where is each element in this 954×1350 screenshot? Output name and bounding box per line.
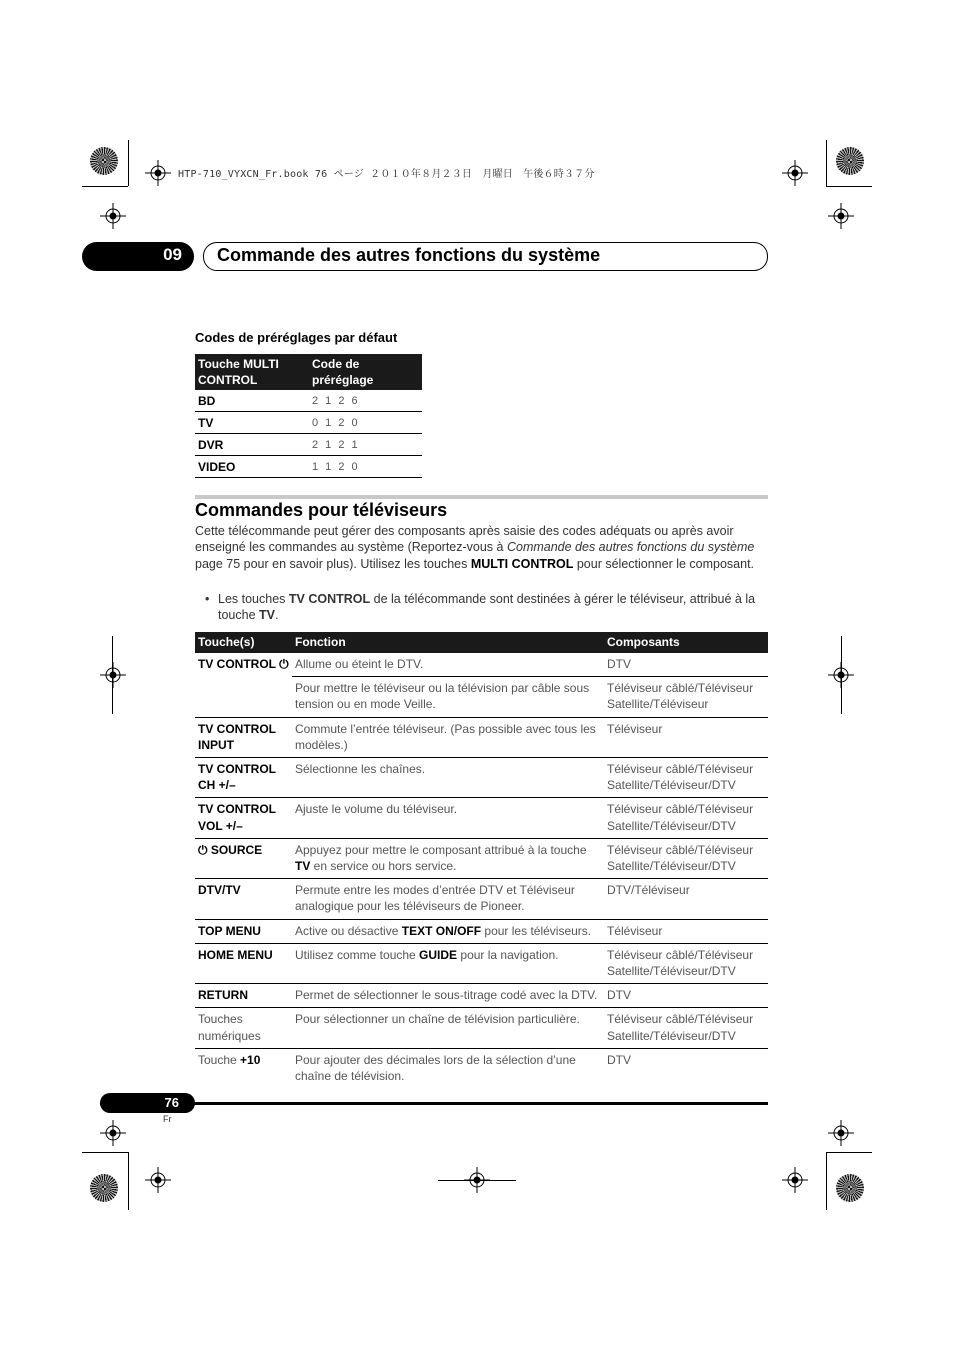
component-cell: Téléviseur câblé/Téléviseur Satellite/Téléviseur [604, 677, 768, 717]
component-cell: DTV [604, 984, 768, 1008]
key-cell: TV CONTROL ⏻ [198, 657, 289, 671]
table-row [195, 758, 768, 798]
table-row [195, 653, 768, 677]
component-cell: DTV/Téléviseur [604, 879, 768, 919]
text-run: Appuyez pour mettre le composant attribué à la touche [295, 842, 587, 857]
registration-rosette-icon [836, 147, 864, 175]
function-cell: Pour sélectionner un chaîne de télévision particulière. [292, 1008, 604, 1048]
table-row [195, 1008, 768, 1048]
function-cell: Allume ou éteint le DTV. [292, 653, 604, 677]
registration-crosshair-icon [782, 1167, 808, 1193]
page-number-badge [100, 1093, 195, 1113]
cross-reference: Commande des autres fonctions du système [506, 540, 755, 555]
table-row [195, 1048, 768, 1088]
crop-mark [82, 186, 128, 187]
preset-key: VIDEO [195, 456, 309, 478]
registration-rosette-icon [90, 1174, 118, 1202]
key-cell: TV CONTROL VOL +/– [195, 798, 292, 838]
key-cell: Touches numériques [195, 1008, 292, 1048]
key-cell: TOP MENU [195, 919, 292, 943]
registration-crosshair-icon [828, 1120, 854, 1146]
function-cell [292, 838, 604, 878]
column-header: Touche MULTI CONTROL [195, 354, 309, 390]
preset-code: 1 1 2 0 [309, 456, 422, 478]
preset-code: 2 1 2 6 [309, 390, 422, 412]
table-row [195, 390, 422, 412]
function-cell: Pour ajouter des décimales lors de la sélection d’une chaîne de télévision. [295, 1052, 576, 1084]
presets-table [195, 354, 422, 478]
function-cell: Sélectionne les chaînes. [292, 758, 604, 798]
key-name: TV [295, 859, 311, 874]
key-cell: DTV/TV [195, 879, 292, 919]
component-cell: Téléviseur câblé/Téléviseur Satellite/Téléviseur/DTV [604, 838, 768, 878]
crop-mark [841, 636, 842, 714]
section-title: Commandes pour téléviseurs [195, 500, 448, 520]
table-row [195, 456, 422, 478]
preset-key: BD [195, 390, 309, 412]
column-header: Code de préréglage [309, 354, 422, 390]
chapter-title: Commande des autres fonctions du système [217, 245, 601, 265]
key-name: GUIDE [419, 947, 458, 962]
table-row [195, 838, 768, 878]
key-cell: HOME MENU [195, 943, 292, 983]
footer-rule [100, 1102, 768, 1105]
component-cell: Téléviseur câblé/Téléviseur Satellite/Téléviseur/DTV [604, 758, 768, 798]
crop-mark [128, 140, 129, 186]
key-cell [195, 1048, 292, 1088]
component-cell: Téléviseur [604, 919, 768, 943]
bullet-icon: • [205, 592, 210, 606]
table-row [195, 412, 422, 434]
registration-crosshair-icon [828, 203, 854, 229]
preset-code: 2 1 2 1 [309, 434, 422, 456]
key-cell: ⏻ SOURCE [195, 838, 292, 878]
function-cell [292, 943, 604, 983]
text-run: Cette télécommande peut gérer des composants après saisie des codes adéquats ou après avoir enseigné les commandes au système (Reportez-vous à [195, 524, 734, 555]
text-run: Active ou désactive [295, 923, 402, 938]
key-cell: TV CONTROL CH +/– [195, 758, 292, 798]
text-run: Les touches [218, 592, 289, 606]
registration-rosette-icon [836, 1174, 864, 1202]
column-header: Composants [604, 632, 768, 653]
component-cell: Téléviseur câblé/Téléviseur Satellite/Téléviseur/DTV [604, 1008, 768, 1048]
text-run: pour la navigation. [457, 947, 559, 962]
language-code: Fr [163, 1114, 172, 1124]
print-header: HTP-710_VYXCN_Fr.book 76 ページ ２０１０年８月２３日 月曜日 午後６時３７分 [178, 169, 595, 180]
table-header-row [195, 354, 422, 390]
crop-mark [826, 1152, 827, 1210]
key-name: TV CONTROL [288, 592, 371, 606]
table-header-row [195, 632, 768, 653]
key-name: +10 [240, 1052, 261, 1067]
key-name: TV [259, 608, 275, 623]
commands-table [195, 632, 768, 1088]
preset-code: 0 1 2 0 [309, 412, 422, 434]
key-name: MULTI CONTROL [470, 556, 574, 571]
component-cell: Téléviseur câblé/Téléviseur Satellite/Téléviseur/DTV [604, 943, 768, 983]
preset-key: TV [195, 412, 309, 434]
registration-crosshair-icon [145, 160, 171, 186]
registration-rosette-icon [90, 147, 118, 175]
crop-mark [128, 1152, 129, 1210]
bullet-item [205, 591, 769, 624]
function-cell: Ajuste le volume du téléviseur. [292, 798, 604, 838]
registration-crosshair-icon [100, 203, 126, 229]
function-cell: Commute l’entrée téléviseur. (Pas possible avec tous les modèles.) [292, 717, 604, 757]
component-cell: Téléviseur [604, 717, 768, 757]
text-run: page 75 pour en savoir plus). Utilisez les touches [195, 556, 471, 571]
component-cell: DTV [604, 653, 768, 677]
crop-mark [438, 1180, 516, 1181]
text-run: . [275, 608, 279, 623]
text-run: de la télécommande sont destinées à gérer le téléviseur, attribué à la touche [218, 592, 756, 623]
crop-mark [112, 636, 113, 714]
presets-title: Codes de préréglages par défaut [195, 330, 398, 345]
function-cell: Pour mettre le téléviseur ou la télévision par câble sous tension ou en mode Veille. [292, 677, 604, 717]
chapter-number: 09 [163, 245, 182, 264]
key-name: TEXT ON/OFF [401, 923, 482, 938]
text-run: en service ou hors service. [310, 859, 457, 874]
component-cell: DTV [607, 1052, 631, 1067]
crop-mark [826, 186, 872, 187]
intro-paragraph [195, 523, 769, 572]
table-row [195, 879, 768, 919]
table-row [195, 717, 768, 757]
column-header: Fonction [292, 632, 604, 653]
table-row [195, 943, 768, 983]
registration-crosshair-icon [782, 160, 808, 186]
chapter-number-badge [82, 242, 194, 271]
function-cell [292, 919, 604, 943]
crop-mark [82, 1152, 128, 1153]
registration-crosshair-icon [100, 1120, 126, 1146]
column-header: Touche(s) [195, 632, 292, 653]
function-cell: Permute entre les modes d’entrée DTV et Téléviseur analogique pour les téléviseurs de Pioneer. [292, 879, 604, 919]
chapter-title-box [203, 242, 768, 271]
key-cell: RETURN [195, 984, 292, 1008]
text-run: pour les téléviseurs. [481, 923, 592, 938]
text-run: pour sélectionner le composant. [573, 556, 755, 571]
text-run: Utilisez comme touche [295, 947, 420, 962]
crop-mark [826, 140, 827, 186]
text-run: Touche [198, 1052, 241, 1067]
key-cell: TV CONTROL INPUT [195, 717, 292, 757]
preset-key: DVR [195, 434, 309, 456]
component-cell: Téléviseur câblé/Téléviseur Satellite/Téléviseur/DTV [604, 798, 768, 838]
crop-mark [826, 1152, 872, 1153]
function-cell: Permet de sélectionner le sous-titrage codé avec la DTV. [292, 984, 604, 1008]
section-divider [195, 495, 768, 499]
registration-crosshair-icon [145, 1167, 171, 1193]
table-row [195, 984, 768, 1008]
table-row [195, 919, 768, 943]
table-row [195, 798, 768, 838]
page-number: 76 [164, 1095, 179, 1110]
table-row [195, 434, 422, 456]
registration-crosshair-icon [100, 662, 126, 688]
